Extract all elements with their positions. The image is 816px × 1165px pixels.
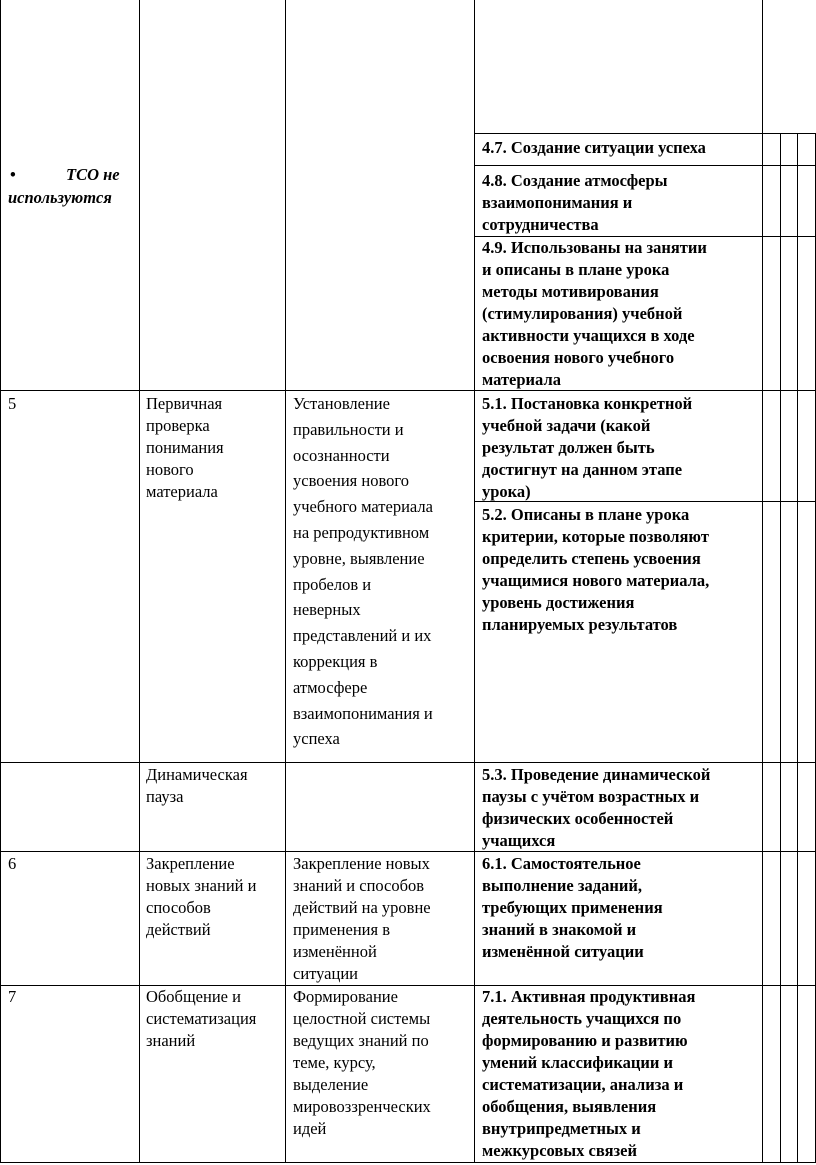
criterion-line: 5.2. Описаны в плане урока <box>482 505 690 524</box>
grid-line <box>780 133 781 1163</box>
stage-line: знаний <box>146 1031 196 1050</box>
criterion-7-1 <box>482 986 695 1162</box>
stage-line: Первичная <box>146 394 223 413</box>
goal-line: неверных <box>293 600 361 620</box>
row-number: 7 <box>8 987 17 1006</box>
criterion-line: 7.1. Активная продуктивная <box>482 987 696 1006</box>
stage-goal <box>293 391 433 752</box>
goal-line: на репродуктивном <box>293 522 430 542</box>
goal-line: знаний и способов <box>293 876 425 895</box>
grid-line <box>474 133 816 134</box>
criterion-line: обобщения, выявления <box>482 1097 657 1116</box>
grid-line <box>0 762 816 763</box>
criterion-line: материала <box>482 370 561 389</box>
criterion-line: критерии, которые позволяют <box>482 527 709 546</box>
criterion-line: 4.8. Создание атмосферы <box>482 171 668 190</box>
criterion-5-1 <box>482 393 692 503</box>
stage-line: понимания <box>146 438 224 457</box>
goal-line: представлений и их <box>293 626 432 646</box>
stage-name <box>146 986 256 1052</box>
stage-line: Динамическая <box>146 765 248 784</box>
grid-line <box>285 0 286 1163</box>
criterion-line: выполнение заданий, <box>482 876 643 895</box>
criterion-line: и описаны в плане урока <box>482 260 670 279</box>
criterion-line: физических особенностей <box>482 809 674 828</box>
goal-line: Установление <box>293 394 390 413</box>
stage-line: пауза <box>146 787 184 806</box>
criterion-line: умений классификации и <box>482 1053 673 1072</box>
stage-line: новых знаний и <box>146 876 257 895</box>
criterion-line: внутрипредметных и <box>482 1119 641 1138</box>
criterion-line: изменённой ситуации <box>482 942 644 961</box>
criterion-5-3 <box>482 764 710 852</box>
tso-line: используются <box>8 188 112 207</box>
stage-line: действий <box>146 920 211 939</box>
criterion-line: 6.1. Самостоятельное <box>482 854 641 873</box>
bullet-icon: • <box>10 165 16 184</box>
stage-name <box>146 764 248 808</box>
criterion-line: знаний в знакомой и <box>482 920 637 939</box>
goal-line: успеха <box>293 729 340 749</box>
goal-line: пробелов и <box>293 574 372 594</box>
criterion-line: 4.7. Создание ситуации успеха <box>482 138 706 157</box>
grid-line <box>474 165 816 166</box>
criterion-line: освоения нового учебного <box>482 348 675 367</box>
goal-line: ситуации <box>293 964 358 983</box>
criterion-5-2 <box>482 504 709 636</box>
criterion-line: уровень достижения <box>482 593 635 612</box>
criterion-line: паузы с учётом возрастных и <box>482 787 700 806</box>
goal-line: применения в <box>293 920 390 939</box>
criterion-4-8 <box>482 170 668 236</box>
goal-line: идей <box>293 1119 327 1138</box>
goal-line: ведущих знаний по <box>293 1031 429 1050</box>
grid-line <box>139 0 140 1163</box>
criterion-line: планируемых результатов <box>482 615 678 634</box>
criterion-line: требующих применения <box>482 898 663 917</box>
grid-line <box>762 0 763 1163</box>
stage-line: нового <box>146 460 194 479</box>
goal-line: правильности и <box>293 419 404 439</box>
goal-line: теме, курсу, <box>293 1053 376 1072</box>
stage-line: Обобщение и <box>146 987 241 1006</box>
criterion-line: урока) <box>482 482 531 501</box>
goal-line: взаимопонимания и <box>293 703 433 723</box>
criterion-line: взаимопонимания и <box>482 193 633 212</box>
criterion-6-1 <box>482 853 663 963</box>
criterion-line: учащихся <box>482 831 556 850</box>
criterion-line: (стимулирования) учебной <box>482 304 683 323</box>
criterion-line: определить степень усвоения <box>482 549 701 568</box>
criterion-line: активности учащихся в ходе <box>482 326 695 345</box>
criterion-line: методы мотивирования <box>482 282 659 301</box>
row-number: 6 <box>8 854 17 873</box>
grid-line <box>474 0 475 1163</box>
stage-name <box>146 853 256 941</box>
stage-line: способов <box>146 898 211 917</box>
goal-line: действий на уровне <box>293 898 431 917</box>
goal-line: мировоззренческих <box>293 1097 431 1116</box>
goal-line: Закрепление новых <box>293 854 430 873</box>
row-number: 5 <box>8 394 17 413</box>
goal-line: Формирование <box>293 987 398 1006</box>
criterion-line: достигнут на данном этапе <box>482 460 683 479</box>
criterion-line: формированию и развитию <box>482 1031 688 1050</box>
criterion-4-7 <box>482 137 706 159</box>
stage-goal <box>293 853 431 985</box>
stage-line: проверка <box>146 416 210 435</box>
criterion-line: результат должен быть <box>482 438 655 457</box>
goal-line: усвоения нового <box>293 471 410 491</box>
criterion-line: межкурсовых связей <box>482 1141 637 1160</box>
stage-line: материала <box>146 482 218 501</box>
stage-line: Закрепление <box>146 854 235 873</box>
goal-line: целостной системы <box>293 1009 431 1028</box>
goal-line: выделение <box>293 1075 369 1094</box>
grid-line <box>797 133 798 1163</box>
criterion-line: 5.3. Проведение динамической <box>482 765 711 784</box>
criterion-line: систематизации, анализа и <box>482 1075 684 1094</box>
criterion-line: 4.9. Использованы на занятии <box>482 238 707 257</box>
goal-line: коррекция в <box>293 651 378 671</box>
criterion-line: учащимися нового материала, <box>482 571 710 590</box>
grid-line <box>0 0 1 1163</box>
goal-line: осознанности <box>293 445 390 465</box>
goal-line: учебного материала <box>293 497 433 517</box>
stage-goal <box>293 986 431 1140</box>
criterion-line: учебной задачи (какой <box>482 416 651 435</box>
criterion-line: деятельность учащихся по <box>482 1009 682 1028</box>
criterion-4-9 <box>482 237 707 391</box>
criterion-line: 5.1. Постановка конкретной <box>482 394 693 413</box>
tso-line: ТСО не <box>66 165 120 184</box>
goal-line: уровне, выявление <box>293 548 425 568</box>
criterion-line: сотрудничества <box>482 215 599 234</box>
goal-line: изменённой <box>293 942 377 961</box>
goal-line: атмосфере <box>293 677 368 697</box>
grid-line <box>0 1162 816 1163</box>
stage-line: систематизация <box>146 1009 257 1028</box>
stage-name <box>146 393 224 503</box>
